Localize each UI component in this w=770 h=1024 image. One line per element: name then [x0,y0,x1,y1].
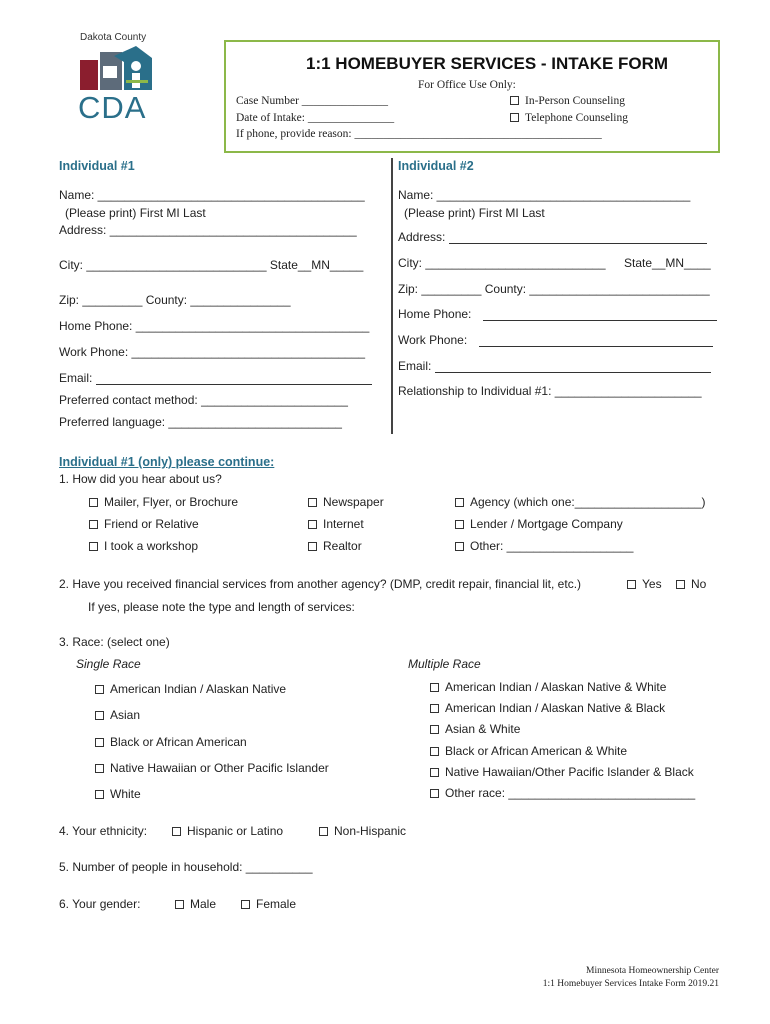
footer-org: Minnesota Homeownership Center [586,966,719,976]
logo-house-icon [78,46,154,92]
checkbox-icon[interactable] [95,790,104,799]
ind1-work-phone-field[interactable]: Work Phone: ___________________________________ [59,345,366,359]
checkbox-icon[interactable] [175,900,184,909]
checkbox-icon[interactable] [455,498,464,507]
checkbox-icon[interactable] [319,827,328,836]
checkbox-icon[interactable] [89,542,98,551]
ind2-name-sublabel: (Please print) First MI Last [404,206,545,220]
checkbox-icon[interactable] [430,747,439,756]
column-divider [391,158,393,434]
ind1-email-field[interactable]: Email: [59,371,372,385]
ind1-city-state-field[interactable]: City: ___________________________ State__MN_____ [59,258,364,272]
checkbox-icon[interactable] [241,900,250,909]
q2-no-option[interactable]: No [676,577,706,591]
ind2-work-phone-field[interactable]: Work Phone: [398,333,713,347]
hispanic-option[interactable]: Hispanic or Latino [172,824,283,838]
checkbox-icon[interactable] [455,520,464,529]
checkbox-icon[interactable] [430,704,439,713]
work-phone-line [479,334,713,347]
ind2-home-phone-field[interactable]: Home Phone: [398,307,717,321]
checkbox-icon[interactable] [430,768,439,777]
checkbox-icon[interactable] [172,827,181,836]
q3-label: 3. Race: (select one) [59,635,170,649]
logo-abbr: CDA [78,90,147,125]
race-option[interactable]: Black or African American & White [430,744,627,758]
checkbox-icon[interactable] [95,711,104,720]
checkbox-icon[interactable] [510,113,519,122]
checkbox-icon[interactable] [510,96,519,105]
continue-heading: Individual #1 (only) please continue: [59,455,275,469]
checkbox-icon[interactable] [676,580,685,589]
phone-reason-field[interactable]: If phone, provide reason: ___________________________________________ [236,128,602,140]
ind1-zip-county-field[interactable]: Zip: _________ County: _______________ [59,293,291,307]
q1-option[interactable]: Internet [308,517,364,531]
office-use-label: For Office Use Only: [418,79,516,91]
checkbox-icon[interactable] [627,580,636,589]
email-line [435,360,711,373]
checkbox-icon[interactable] [95,738,104,747]
ind1-name-field[interactable]: Name: ________________________________________ [59,188,365,202]
race-option[interactable]: American Indian / Alaskan Native & Black [430,701,665,715]
race-option[interactable]: American Indian / Alaskan Native [95,682,286,696]
checkbox-icon[interactable] [308,520,317,529]
email-line [96,372,372,385]
race-option[interactable]: Black or African American [95,735,247,749]
race-option[interactable]: Native Hawaiian/Other Pacific Islander & Black [430,765,694,779]
telephone-option[interactable]: Telephone Counseling [510,112,628,124]
date-of-intake-field[interactable]: Date of Intake: _______________ [236,112,395,124]
checkbox-icon[interactable] [455,542,464,551]
q1-option[interactable]: Mailer, Flyer, or Brochure [89,495,238,509]
male-option[interactable]: Male [175,897,216,911]
q2-yes-option[interactable]: Yes [627,577,662,591]
race-option[interactable]: White [95,787,141,801]
q6-label: 6. Your gender: [59,897,141,911]
individual-1-heading: Individual #1 [59,159,135,173]
q1-label: 1. How did you hear about us? [59,472,222,486]
checkbox-icon[interactable] [430,789,439,798]
q1-option[interactable]: Realtor [308,539,362,553]
logo-org-name: Dakota County [80,32,147,43]
q1-option[interactable]: Lender / Mortgage Company [455,517,623,531]
single-race-heading: Single Race [76,657,141,671]
multiple-race-heading: Multiple Race [408,657,481,671]
q2-note: If yes, please note the type and length of services: [88,600,355,614]
ind2-address-field[interactable]: Address: [398,230,707,244]
checkbox-icon[interactable] [430,683,439,692]
race-option[interactable]: American Indian / Alaskan Native & White [430,680,666,694]
footer-form-id: 1:1 Homebuyer Services Intake Form 2019.21 [542,979,719,989]
checkbox-icon[interactable] [89,498,98,507]
ind2-email-field[interactable]: Email: [398,359,711,373]
race-option[interactable]: Native Hawaiian or Other Pacific Islander [95,761,329,775]
form-title: 1:1 HOMEBUYER SERVICES - INTAKE FORM [306,54,669,73]
race-option[interactable]: Asian [95,708,140,722]
address-line [449,231,707,244]
q1-option[interactable]: Agency (which one:___________________) [455,495,706,509]
checkbox-icon[interactable] [430,725,439,734]
ind2-relationship-field[interactable]: Relationship to Individual #1: ______________________ [398,384,702,398]
race-option[interactable]: Other race: ____________________________ [430,786,695,800]
ind1-contact-method-field[interactable]: Preferred contact method: ______________________ [59,393,348,407]
race-option[interactable]: Asian & White [430,722,520,736]
q1-option[interactable]: Friend or Relative [89,517,199,531]
checkbox-icon[interactable] [95,764,104,773]
ind2-city-field[interactable]: City: ___________________________ [398,256,606,270]
q1-option[interactable]: Newspaper [308,495,384,509]
ind2-zip-county-field[interactable]: Zip: _________ County: ___________________________ [398,282,710,296]
in-person-option[interactable]: In-Person Counseling [510,95,625,107]
case-number-field[interactable]: Case Number _______________ [236,95,389,107]
q5-household-field[interactable]: 5. Number of people in household: __________ [59,860,313,874]
checkbox-icon[interactable] [308,498,317,507]
ind1-name-sublabel: (Please print) First MI Last [65,206,206,220]
q4-label: 4. Your ethnicity: [59,824,148,838]
ind2-state-field[interactable]: State__MN____ [624,256,711,270]
home-phone-line [483,308,717,321]
ind2-name-field[interactable]: Name: ______________________________________ [398,188,691,202]
ind1-language-field[interactable]: Preferred language: __________________________ [59,415,342,429]
q1-option[interactable]: I took a workshop [89,539,198,553]
checkbox-icon[interactable] [89,520,98,529]
non-hispanic-option[interactable]: Non-Hispanic [319,824,406,838]
q2-label: 2. Have you received financial services from another agency? (DMP, credit repair, financial lit, etc.) [59,577,582,591]
ind1-home-phone-field[interactable]: Home Phone: ___________________________________ [59,319,370,333]
checkbox-icon[interactable] [308,542,317,551]
checkbox-icon[interactable] [95,685,104,694]
female-option[interactable]: Female [241,897,296,911]
ind1-address-field[interactable]: Address: _____________________________________ [59,223,357,237]
q1-option[interactable]: Other: ___________________ [455,539,633,553]
individual-2-heading: Individual #2 [398,159,474,173]
